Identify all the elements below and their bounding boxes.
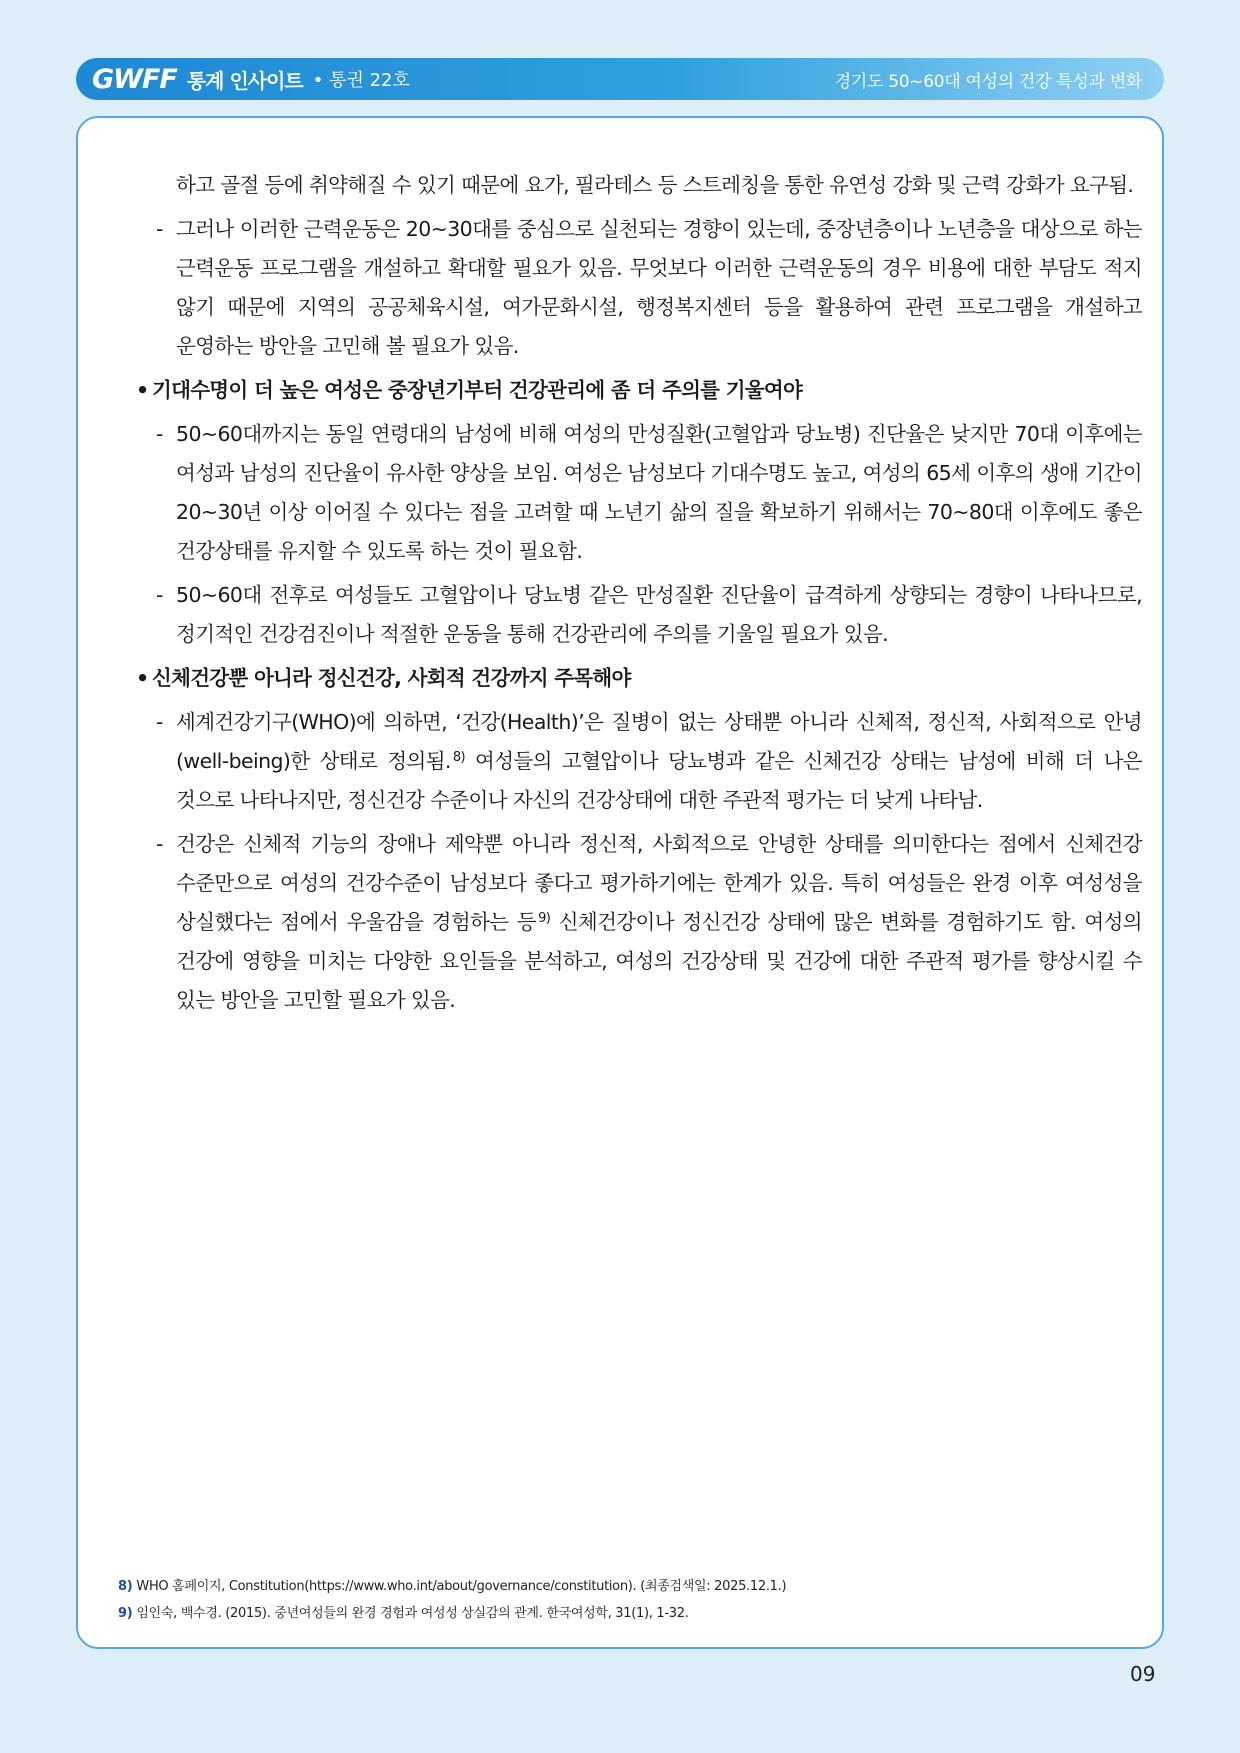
footnotes (118, 1573, 1128, 1627)
issue-number: • 통권 22호 (312, 70, 410, 91)
footnote-item (118, 1573, 1128, 1600)
content-card (76, 116, 1164, 1649)
dash-marker: - (156, 422, 163, 446)
footnote-number: 8) (118, 1579, 133, 1594)
section-heading (136, 659, 1142, 698)
paragraph-text: 세계건강기구(WHO)에 의하면, ‘건강(Health)’은 질병이 없는 상태뿐 아니라 신체적, 정신적, 사회적으로 안녕(well-being)한 상태로 정의됨. (176, 710, 1142, 773)
page-header (76, 58, 1164, 100)
series-name: 통계 인사이트 (186, 68, 303, 93)
paragraph-text: 50~60대까지는 동일 연령대의 남성에 비해 여성의 만성질환(고혈압과 당뇨병) 진단율은 낮지만 70대 이후에는 여성과 남성의 진단율이 유사한 양상을 보임. 여성은 남성보다 기대수명도 높고, 여성의 65세 이후의 생애 기간이 20~30년 이상 이어질 수 있다는 점을 고려할 때 노년기 삶의 질을 확보하기 위해서는 70~80대 이후에도 좋은 건강상태를 유지할 수 있도록 하는 것이 필요함. (176, 422, 1142, 563)
gwff-logo: GWFF (92, 63, 177, 95)
bullet-marker: • (136, 378, 149, 402)
dash-paragraph (136, 210, 1142, 366)
section-heading (136, 371, 1142, 410)
heading-text: 기대수명이 더 높은 여성은 중장년기부터 건강관리에 좀 더 주의를 기울여야 (152, 378, 803, 402)
paragraph-text: 건강은 신체적 기능의 장애나 제약뿐 아니라 정신적, 사회적으로 안녕한 상태를 의미한다는 점에서 신체건강 수준만으로 여성의 건강수준이 남성보다 좋다고 평가하기에는 한계가 있음. 특히 여성들은 완경 이후 여성성을 상실했다는 점에서 우울감을 경험하는 등 (176, 832, 1142, 934)
footnote-text: 임인숙, 백수경. (2015). 중년여성들의 완경 경험과 여성성 상실감의 관계. 한국여성학, 31(1), 1-32. (136, 1606, 689, 1621)
footnote-ref: 8) (452, 750, 465, 765)
page-number: 09 (1130, 1662, 1156, 1686)
dash-marker: - (156, 832, 163, 856)
heading-text: 신체건강뿐 아니라 정신건강, 사회적 건강까지 주목해야 (152, 666, 631, 690)
dash-paragraph (136, 415, 1142, 571)
body-content (136, 166, 1142, 1025)
dash-paragraph (136, 825, 1142, 1020)
brand (92, 64, 410, 95)
paragraph-text: 신체건강이나 정신건강 상태에 많은 변화를 경험하기도 함. 여성의 건강에 영향을 미치는 다양한 요인들을 분석하고, 여성의 건강상태 및 건강에 대한 주관적 평가를 향상시킬 수 있는 방안을 고민할 필요가 있음. (176, 910, 1142, 1012)
dash-paragraph (136, 703, 1142, 820)
footnote-number: 9) (118, 1606, 133, 1621)
footnote-text: WHO 홈페이지, Constitution(https://www.who.int/about/governance/constitution). (최종검색일: 2025.12.1.) (136, 1579, 787, 1594)
footnote-ref: 9) (538, 911, 551, 926)
continued-paragraph: 하고 골절 등에 취약해질 수 있기 때문에 요가, 필라테스 등 스트레칭을 통한 유연성 강화 및 근력 강화가 요구됨. (176, 173, 1134, 197)
footnote-item (118, 1600, 1128, 1627)
dash-marker: - (156, 583, 163, 607)
header-title: 경기도 50~60대 여성의 건강 특성과 변화 (834, 71, 1142, 92)
paragraph-text: 50~60대 전후로 여성들도 고혈압이나 당뇨병 같은 만성질환 진단율이 급격하게 상향되는 경향이 나타나므로, 정기적인 건강검진이나 적절한 운동을 통해 건강관리에 주의를 기울일 필요가 있음. (176, 583, 1142, 646)
dash-marker: - (156, 710, 163, 734)
dash-marker: - (156, 217, 163, 241)
bullet-marker: • (136, 666, 149, 690)
paragraph-text: 여성들의 고혈압이나 당뇨병과 같은 신체건강 상태는 남성에 비해 더 나은 것으로 나타나지만, 정신건강 수준이나 자신의 건강상태에 대한 주관적 평가는 더 낮게 나타남. (176, 749, 1142, 812)
paragraph-text: 그러나 이러한 근력운동은 20~30대를 중심으로 실천되는 경향이 있는데, 중장년층이나 노년층을 대상으로 하는 근력운동 프로그램을 개설하고 확대할 필요가 있음. 무엇보다 이러한 근력운동의 경우 비용에 대한 부담도 적지 않기 때문에 지역의 공공체육시설, 여가문화시설, 행정복지센터 등을 활용하여 관련 프로그램을 개설하고 운영하는 방안을 고민해 볼 필요가 있음. (176, 217, 1142, 358)
dash-paragraph (136, 576, 1142, 654)
